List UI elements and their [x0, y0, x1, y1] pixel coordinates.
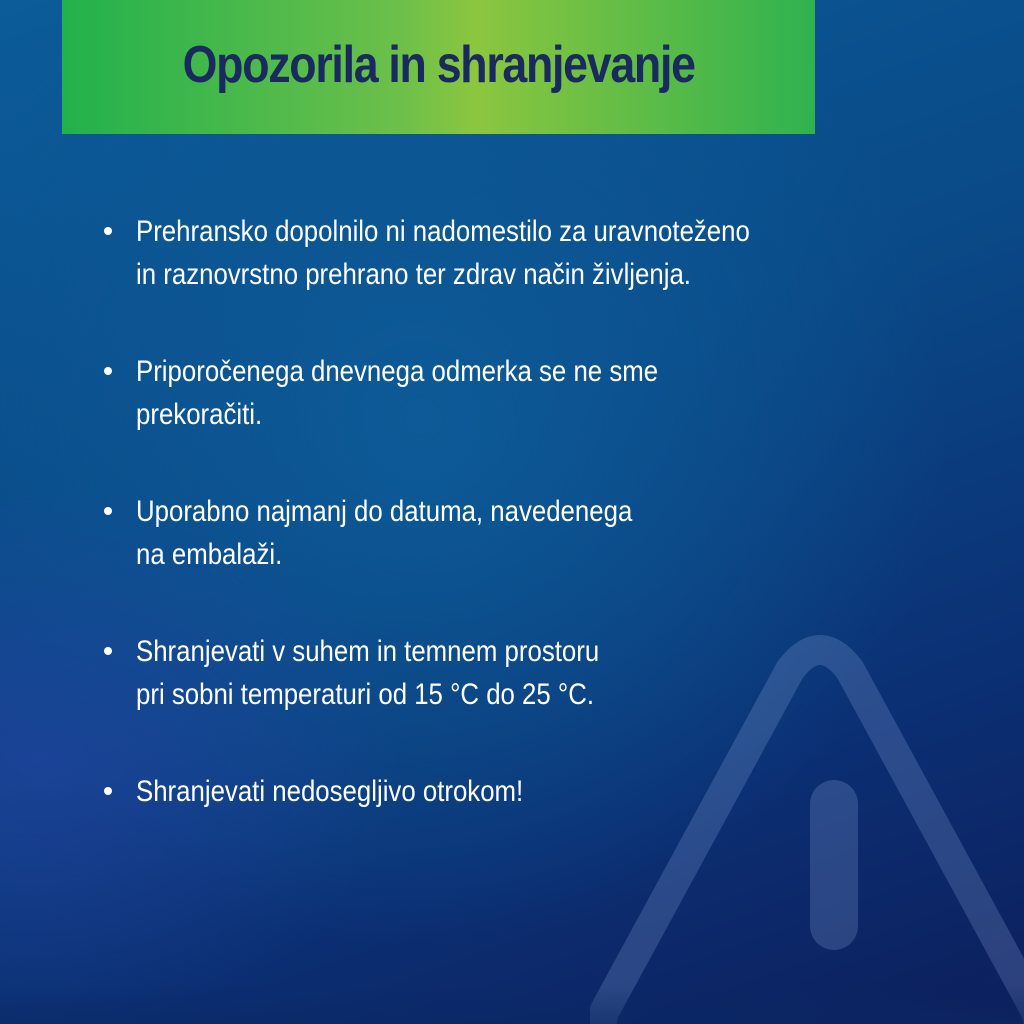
title-banner [62, 0, 815, 134]
list-item-line: in raznovrstno prehrano ter zdrav način življenja. [136, 258, 691, 291]
bottom-fade [0, 984, 1024, 1024]
list-item-line: pri sobni temperaturi od 15 °C do 25 °C. [136, 678, 595, 711]
list-item [104, 490, 964, 576]
bullet-dot [104, 787, 112, 795]
list-item-line: Shranjevati v suhem in temnem prostoru [136, 635, 600, 668]
list-item-line: Shranjevati nedosegljivo otrokom! [136, 775, 524, 808]
list-item-line: Priporočenega dnevnega odmerka se ne sme [136, 355, 659, 388]
list-item [104, 210, 964, 296]
page-title: Opozorila in shranjevanje [182, 36, 695, 94]
list-item-line: Prehransko dopolnilo ni nadomestilo za uravnoteženo [136, 215, 750, 248]
list-item-line: prekoračiti. [136, 398, 263, 431]
bullet-dot [104, 227, 112, 235]
bullet-dot [104, 367, 112, 375]
list-item-line: Uporabno najmanj do datuma, navedenega [136, 495, 633, 528]
list-item [104, 350, 964, 436]
bullet-dot [104, 647, 112, 655]
warning-icon [590, 630, 1024, 1024]
list-item-line: na embalaži. [136, 538, 283, 571]
bullet-dot [104, 507, 112, 515]
